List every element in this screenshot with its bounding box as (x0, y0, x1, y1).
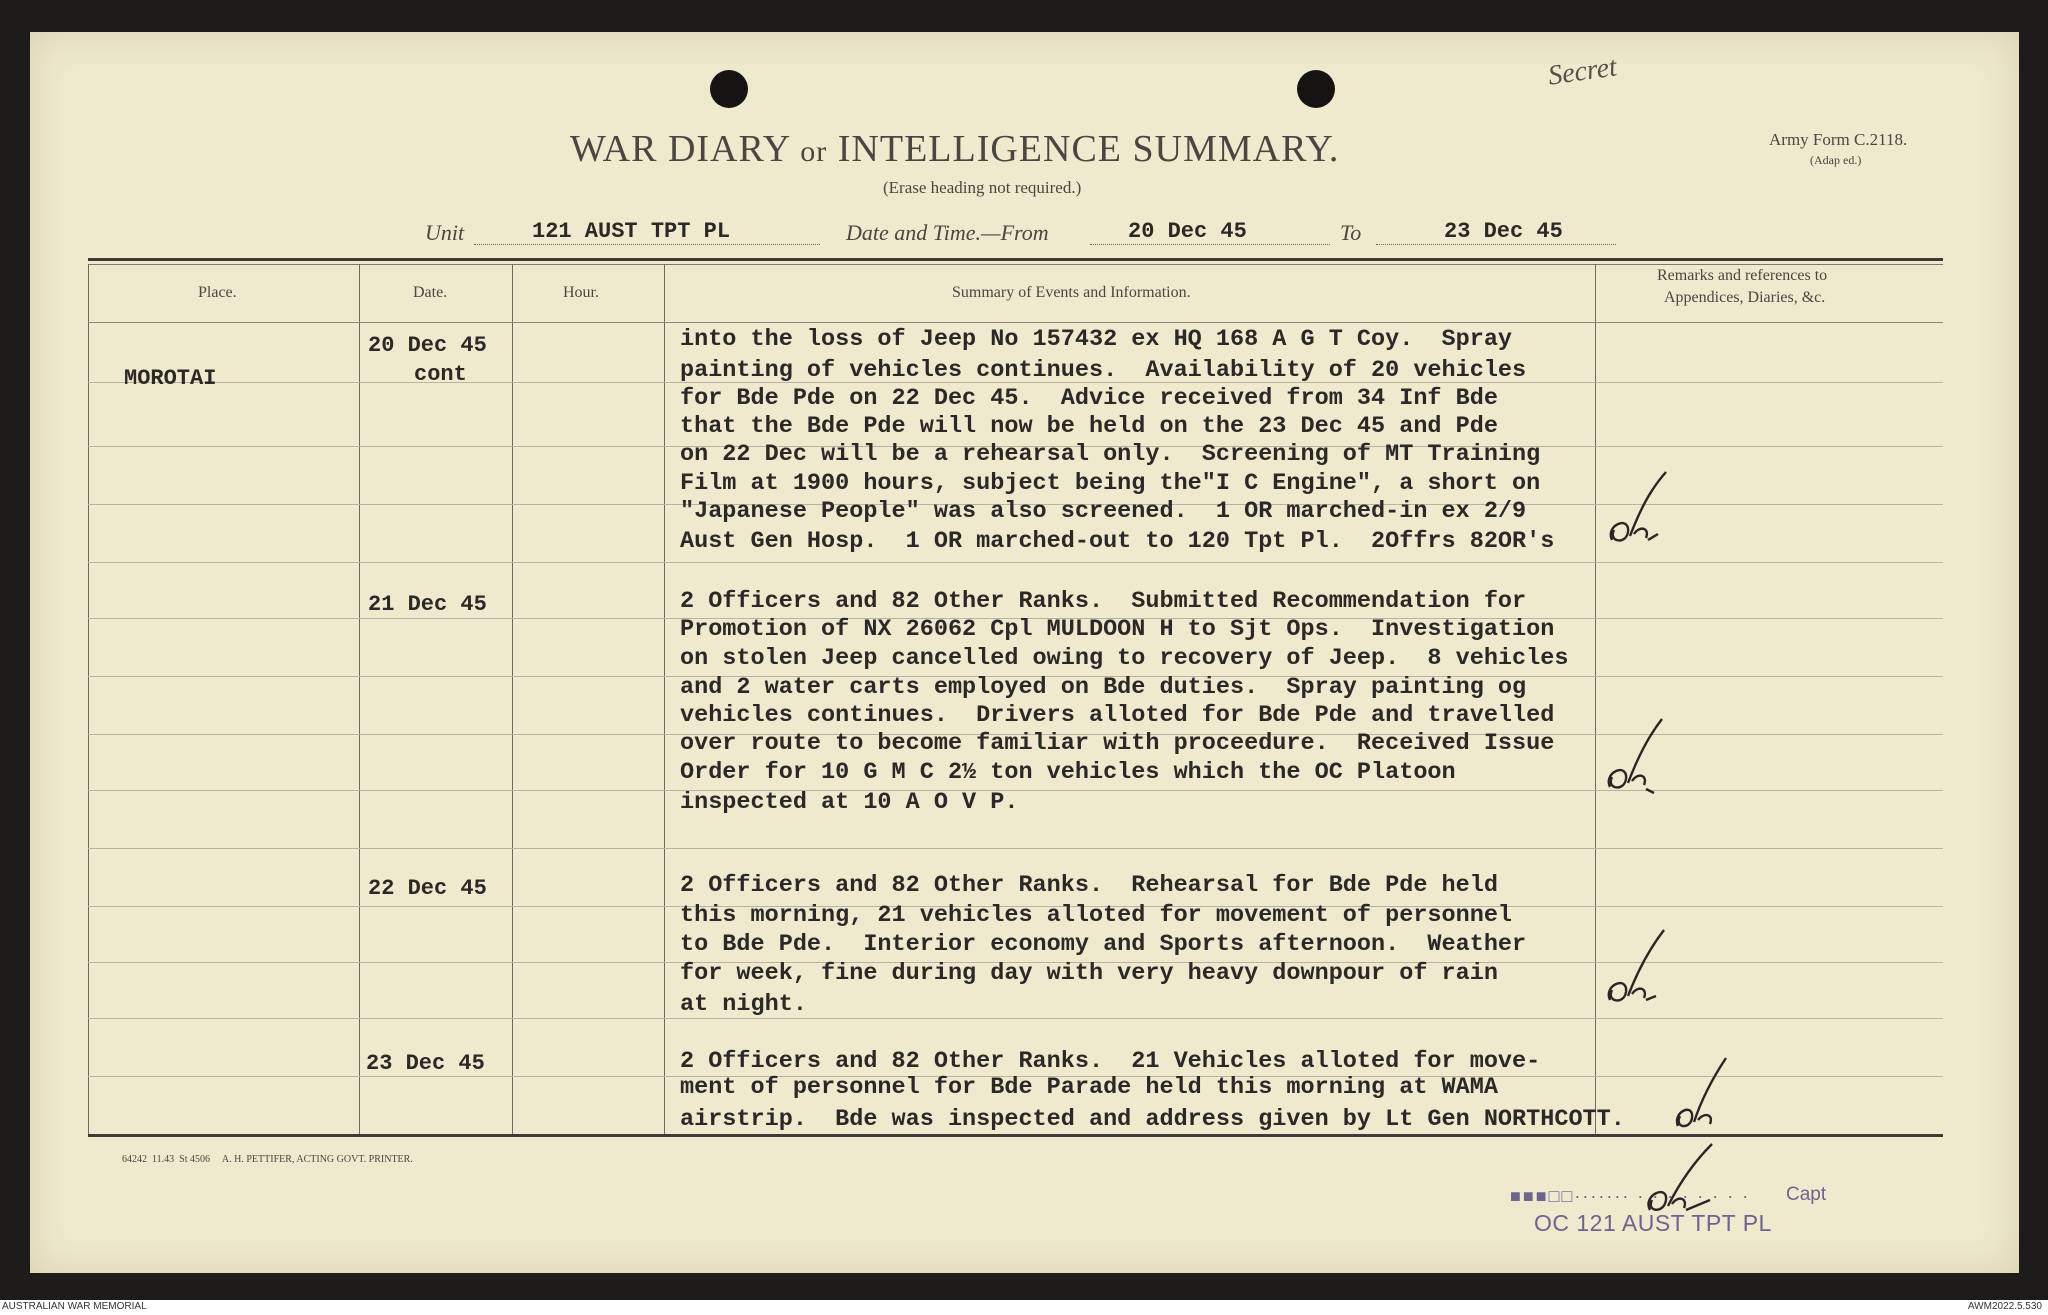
form-number: Army Form C.2118. (1769, 130, 1908, 149)
column-header-summary: Summary of Events and Information. (952, 284, 1191, 301)
punch-hole (710, 70, 748, 108)
summary-line: Film at 1900 hours, subject being the"I C Engine", a short on (680, 470, 1541, 497)
title-part2: INTELLIGENCE SUMMARY. (837, 128, 1340, 170)
initials-signature (1600, 470, 1680, 560)
summary-line: at night. (680, 991, 807, 1018)
summary-line: for Bde Pde on 22 Dec 45. Advice received from 34 Inf Bde (680, 385, 1498, 412)
column-header-remarks-1: Remarks and references to (1657, 267, 1828, 284)
initials-signature (1598, 715, 1678, 805)
unit-value: 121 AUST TPT PL (532, 219, 731, 244)
entry-date: 22 Dec 45 (368, 876, 487, 901)
summary-line: and 2 water carts employed on Bde duties. Spray painting og (680, 674, 1527, 701)
entry-date: 21 Dec 45 (368, 592, 487, 617)
column-header-hour: Hour. (563, 284, 599, 301)
summary-line: airstrip. Bde was inspected and address given by Lt Gen NORTHCOTT. (680, 1106, 1625, 1133)
stamp-rank: Capt (1786, 1184, 1827, 1205)
from-date: 20 Dec 45 (1128, 219, 1247, 244)
summary-line: 2 Officers and 82 Other Ranks. 21 Vehicles alloted for move- (680, 1048, 1541, 1075)
summary-line: 2 Officers and 82 Other Ranks. Submitted Recommendation for (680, 588, 1527, 615)
summary-line: Promotion of NX 26062 Cpl MULDOON H to Sjt Ops. Investigation (680, 616, 1555, 643)
summary-line: ment of personnel for Bde Parade held this morning at WAMA (680, 1074, 1498, 1101)
column-header-date: Date. (413, 284, 448, 301)
stamp-unit: OC 121 AUST TPT PL (1534, 1210, 1772, 1236)
summary-line: to Bde Pde. Interior economy and Sports afternoon. Weather (680, 931, 1527, 958)
summary-line: this morning, 21 vehicles alloted for movement of personnel (680, 902, 1513, 929)
archive-reference: AWM2022.5.530 (1967, 1301, 2042, 1312)
date-time-label: Date and Time.—From (846, 220, 1049, 245)
title-part1: WAR DIARY (570, 128, 790, 170)
column-header-place: Place. (198, 284, 237, 301)
summary-line: painting of vehicles continues. Availability of 20 vehicles (680, 357, 1527, 384)
summary-line: 2 Officers and 82 Other Ranks. Rehearsal for Bde Pde held (680, 872, 1498, 899)
stamp-signature (1640, 1140, 1730, 1220)
summary-line: over route to become familiar with proceedure. Received Issue (680, 730, 1555, 757)
entry-date-note: cont (414, 362, 467, 387)
summary-line: inspected at 10 A O V P. (680, 789, 1019, 816)
summary-line: Aust Gen Hosp. 1 OR marched-out to 120 Tpt Pl. 2Offrs 82OR's (680, 528, 1555, 555)
summary-line: into the loss of Jeep No 157432 ex HQ 168 A G T Coy. Spray (680, 326, 1513, 353)
printer-imprint: 64242 11.43 St 4506 A. H. PETTIFER, ACTING GOVT. PRINTER. (122, 1154, 413, 1165)
secret-annotation: Secret (1546, 51, 1619, 92)
summary-line: that the Bde Pde will now be held on the 23 Dec 45 and Pde (680, 413, 1498, 440)
punch-hole (1297, 70, 1335, 108)
column-header-remarks-2: Appendices, Diaries, &c. (1664, 289, 1826, 306)
entry-place: MOROTAI (124, 366, 217, 391)
page-subtitle: (Erase heading not required.) (883, 178, 1082, 197)
page-title (570, 127, 1339, 171)
to-date: 23 Dec 45 (1444, 219, 1563, 244)
stamp-dots: ■■■□□······· · · · · · · · · (1510, 1186, 1751, 1206)
summary-line: Order for 10 G M C 2½ ton vehicles which the OC Platoon (680, 759, 1456, 786)
summary-line: vehicles continues. Drivers alloted for Bde Pde and travelled (680, 702, 1555, 729)
summary-line: on stolen Jeep cancelled owing to recovery of Jeep. 8 vehicles (680, 645, 1569, 672)
title-or: or (800, 135, 828, 168)
entry-date: 20 Dec 45 (368, 333, 487, 358)
entry-date: 23 Dec 45 (366, 1051, 485, 1076)
initials-signature (1598, 920, 1678, 1010)
initials-signature (1668, 1046, 1738, 1136)
to-label: To (1340, 220, 1362, 245)
unit-label: Unit (425, 220, 465, 245)
form-note: (Adap ed.) (1810, 153, 1862, 167)
summary-line: on 22 Dec will be a rehearsal only. Screening of MT Training (680, 441, 1541, 468)
summary-line: for week, fine during day with very heavy downpour of rain (680, 960, 1498, 987)
summary-line: "Japanese People" was also screened. 1 OR marched-in ex 2/9 (680, 498, 1527, 525)
archive-footer-bar (0, 1300, 2048, 1315)
archive-name: AUSTRALIAN WAR MEMORIAL (2, 1301, 147, 1312)
